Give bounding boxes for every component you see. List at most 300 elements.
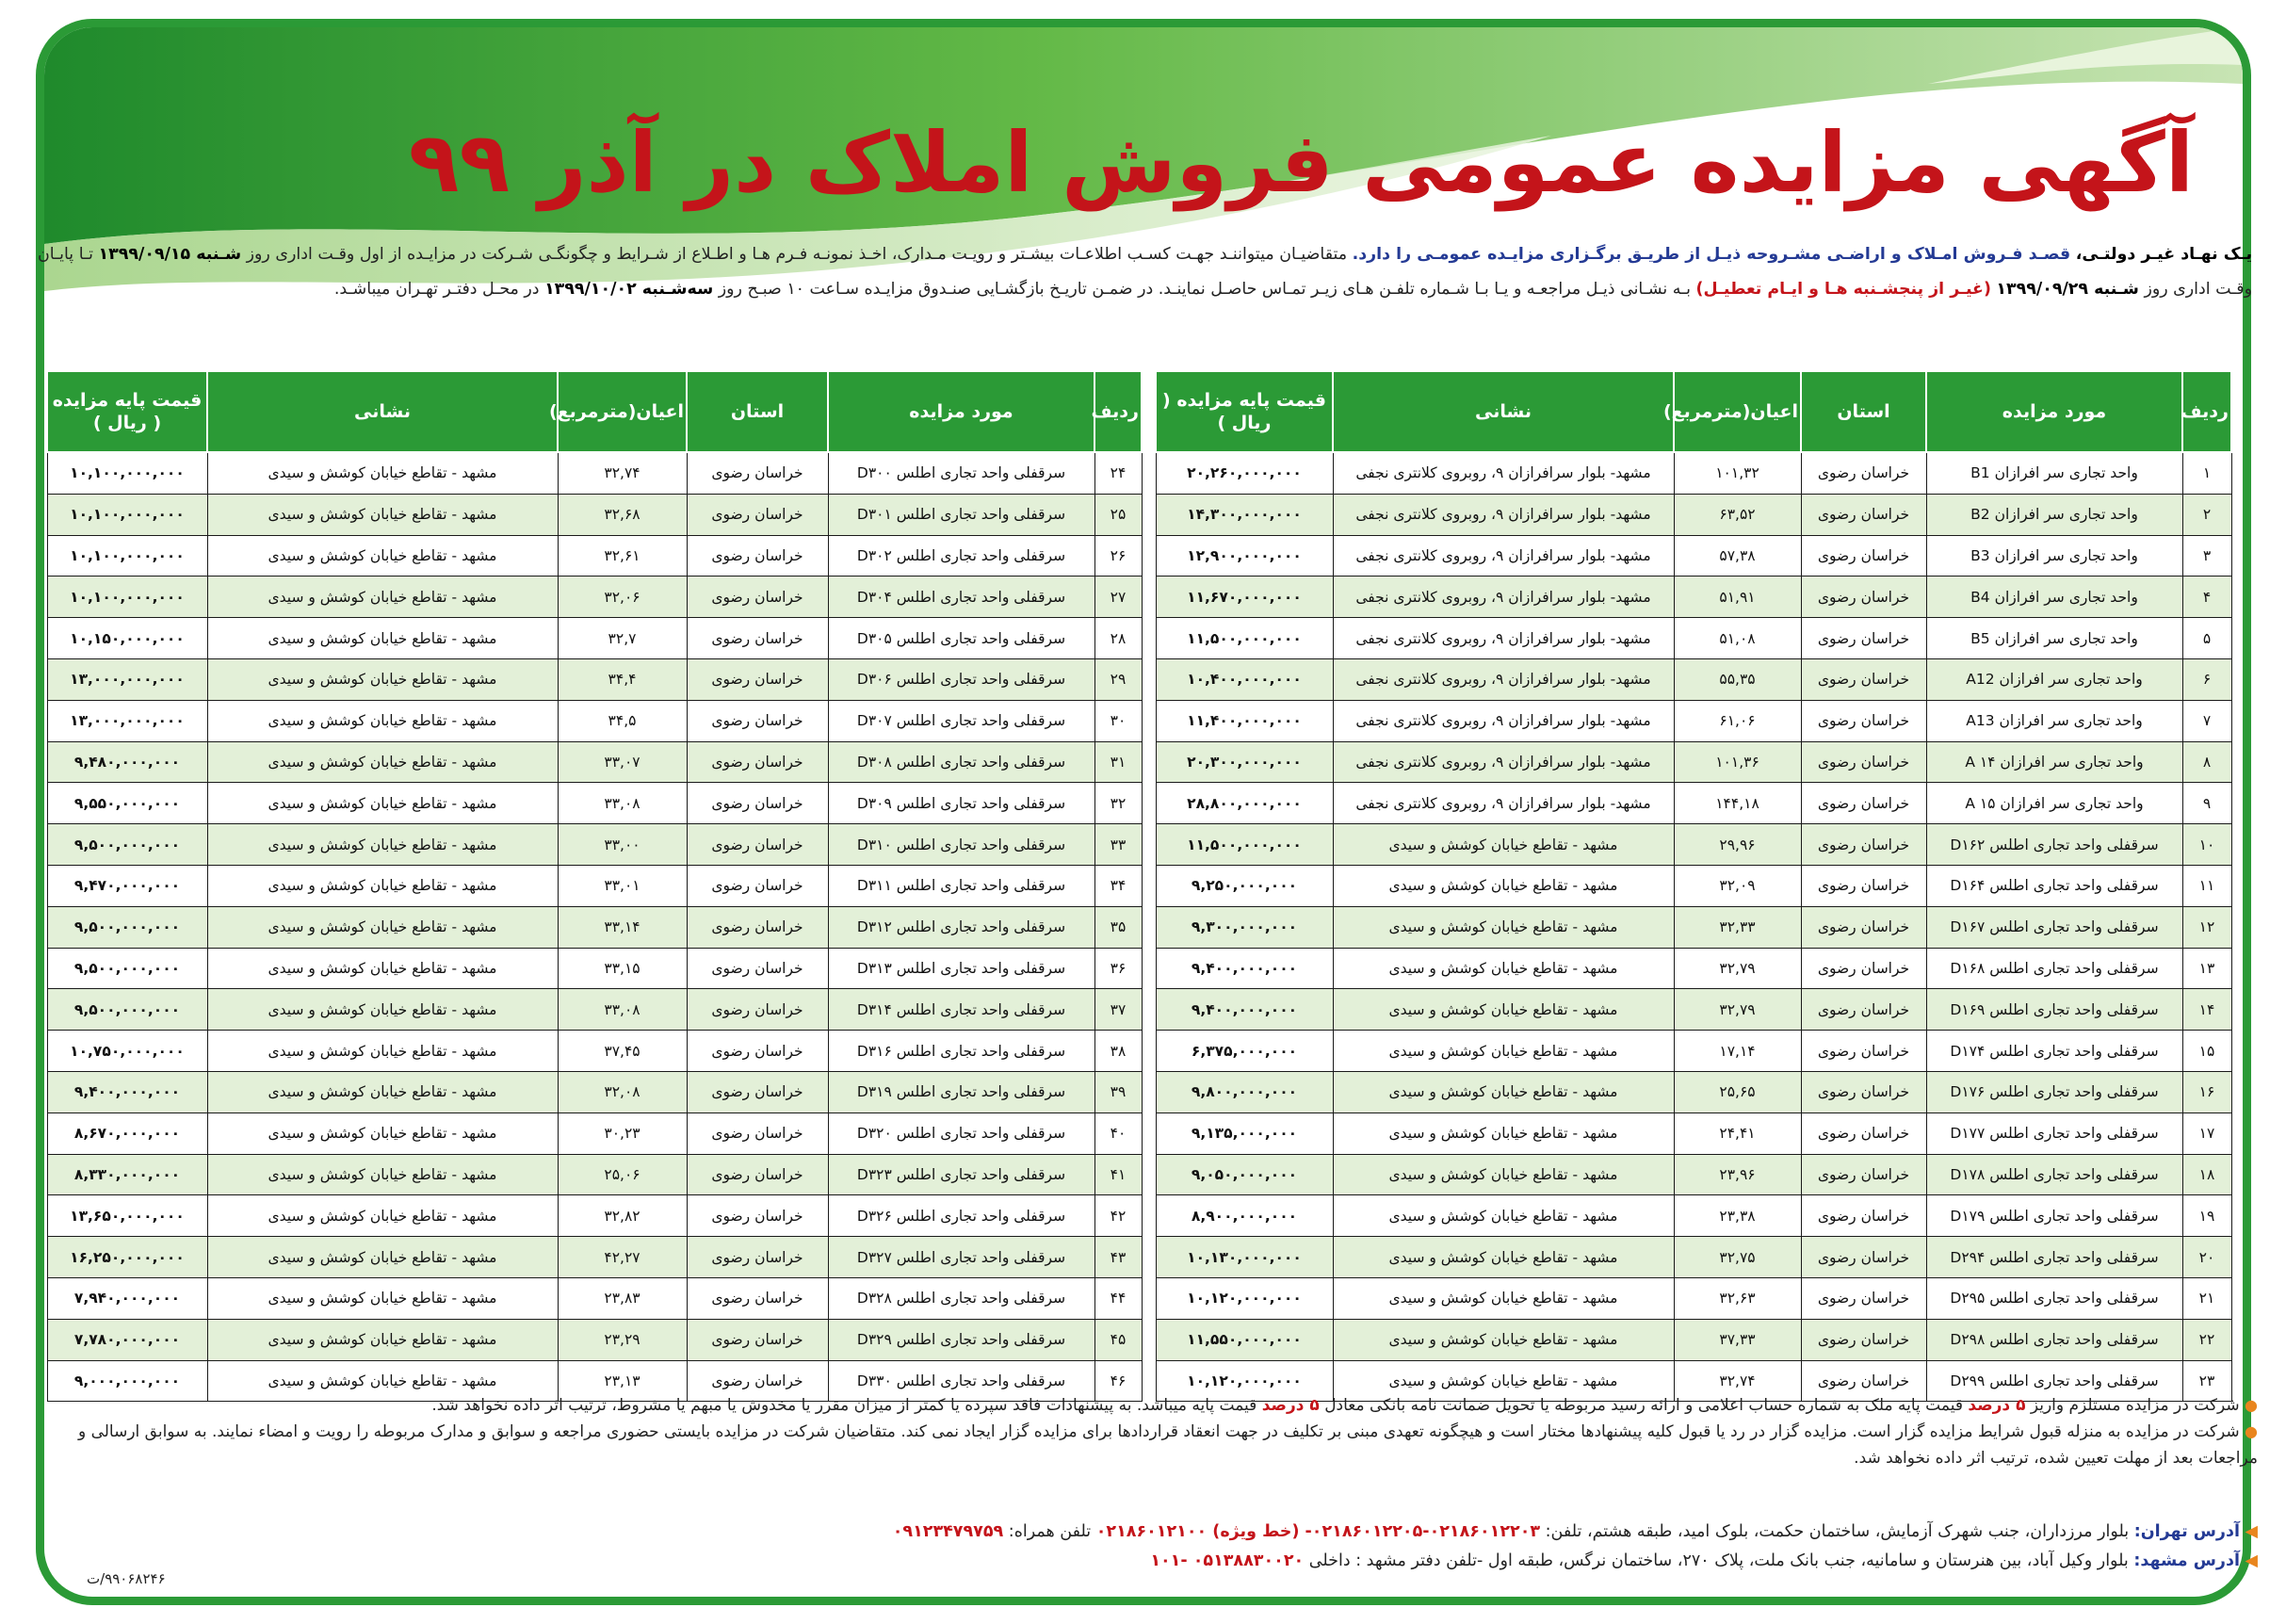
cell-area: ۴۲,۲۷	[558, 1237, 687, 1278]
cell-item: واحد تجاری سر افرازان B4	[1926, 577, 2182, 618]
cell-area: ۳۲,۸۲	[558, 1195, 687, 1237]
cell-area: ۶۱,۰۶	[1674, 700, 1801, 741]
intro-paragraph	[38, 237, 2252, 307]
cell-address: مشهد - تقاطع خیابان کوشش و سیدی	[1333, 948, 1674, 989]
cell-price: ۱۱,۵۰۰,۰۰۰,۰۰۰	[1156, 824, 1333, 866]
cell-province: خراسان رضوی	[1801, 824, 1926, 866]
intro-p8: بـه نشـانی ذیـل مراجعـه و یـا بـا شـماره تلفـن هـای زیـر تمـاس حاصـل نماینـد. در ضمـن تاریـخ بازگشـایی صنـدوق مزایـده سـاعت ۱۰ صبـح روز	[718, 280, 1691, 299]
cell-province: خراسان رضوی	[687, 741, 828, 783]
cell-province: خراسان رضوی	[1801, 700, 1926, 741]
cell-address: مشهد - تقاطع خیابان کوشش و سیدی	[1333, 1237, 1674, 1278]
cell-price: ۹,۳۰۰,۰۰۰,۰۰۰	[1156, 906, 1333, 948]
note-1	[38, 1392, 2258, 1419]
cell-item: سرقفلی واحد تجاری اطلس D۳۰۹	[828, 783, 1094, 824]
table-row	[1156, 577, 2231, 618]
cell-address: مشهد - تقاطع خیابان کوشش و سیدی	[1333, 1360, 1674, 1402]
cell-row-no: ۲۴	[1094, 452, 1142, 494]
note-1-b: ۵ درصد	[1968, 1396, 2026, 1415]
cell-address: مشهد- بلوار سرافرازان ۹، روبروی کلانتری نجفی	[1333, 452, 1674, 494]
tehran-mobile: ۰۹۱۲۳۴۷۹۷۵۹	[892, 1522, 1004, 1541]
cell-price: ۷,۷۸۰,۰۰۰,۰۰۰	[47, 1319, 207, 1360]
table-row	[1156, 865, 2231, 906]
table-body-right	[1156, 452, 2231, 1402]
cell-item: واحد تجاری سر افرازان B2	[1926, 494, 2182, 535]
table-row	[47, 948, 1142, 989]
table-row	[1156, 783, 2231, 824]
table-row	[47, 1237, 1142, 1278]
cell-area: ۳۳,۰۷	[558, 741, 687, 783]
tehran-label: آدرس تهران:	[2133, 1522, 2240, 1541]
cell-area: ۲۳,۹۶	[1674, 1154, 1801, 1195]
table-row	[47, 783, 1142, 824]
cell-item: واحد تجاری سر افرازان A ۱۵	[1926, 783, 2182, 824]
cell-item: سرقفلی واحد تجاری اطلس D۲۹۸	[1926, 1319, 2182, 1360]
cell-province: خراسان رضوی	[1801, 1154, 1926, 1195]
cell-item: واحد تجاری سر افرازان A ۱۴	[1926, 741, 2182, 783]
cell-area: ۳۳,۰۸	[558, 783, 687, 824]
table-row	[1156, 618, 2231, 659]
cell-province: خراسان رضوی	[687, 658, 828, 700]
cell-price: ۲۰,۲۶۰,۰۰۰,۰۰۰	[1156, 452, 1333, 494]
cell-row-no: ۱۶	[2182, 1071, 2231, 1112]
cell-row-no: ۴۴	[1094, 1277, 1142, 1319]
cell-price: ۱۱,۵۰۰,۰۰۰,۰۰۰	[1156, 618, 1333, 659]
cell-address: مشهد - تقاطع خیابان کوشش و سیدی	[207, 824, 558, 866]
cell-item: سرقفلی واحد تجاری اطلس D۱۶۴	[1926, 865, 2182, 906]
cell-row-no: ۲۰	[2182, 1237, 2231, 1278]
table-row	[47, 1195, 1142, 1237]
cell-province: خراسان رضوی	[1801, 948, 1926, 989]
cell-area: ۳۲,۷۹	[1674, 948, 1801, 989]
cell-price: ۱۱,۵۵۰,۰۰۰,۰۰۰	[1156, 1319, 1333, 1360]
cell-address: مشهد - تقاطع خیابان کوشش و سیدی	[207, 452, 558, 494]
cell-item: سرقفلی واحد تجاری اطلس D۱۷۹	[1926, 1195, 2182, 1237]
table-row	[1156, 906, 2231, 948]
cell-item: سرقفلی واحد تجاری اطلس D۲۹۴	[1926, 1237, 2182, 1278]
cell-address: مشهد - تقاطع خیابان کوشش و سیدی	[1333, 906, 1674, 948]
intro-exception: (غیـر از پنجشـنبه هـا و ایـام تعطیـل)	[1695, 280, 1991, 299]
cell-province: خراسان رضوی	[687, 1154, 828, 1195]
cell-area: ۳۲,۷۹	[1674, 989, 1801, 1031]
cell-row-no: ۱۰	[2182, 824, 2231, 866]
cell-area: ۱۰۱,۳۶	[1674, 741, 1801, 783]
table-row	[1156, 989, 2231, 1031]
cell-row-no: ۱۳	[2182, 948, 2231, 989]
header-row-no: ردیف	[1094, 371, 1142, 452]
cell-province: خراسان رضوی	[687, 535, 828, 577]
cell-item: سرقفلی واحد تجاری اطلس D۳۲۸	[828, 1277, 1094, 1319]
cell-area: ۳۳,۱۵	[558, 948, 687, 989]
cell-item: واحد تجاری سر افرازان B3	[1926, 535, 2182, 577]
cell-province: خراسان رضوی	[687, 1195, 828, 1237]
intro-p1: یـک نهـاد غیـر دولتـی،	[2075, 245, 2252, 264]
cell-price: ۹,۸۰۰,۰۰۰,۰۰۰	[1156, 1071, 1333, 1112]
note-2-text: شرکت در مزایده به منزله قبول شرایط مزایده گزار است. مزایده گزار در رد یا قبول کلیه پیشنهادها مختار است و هیچگونه تعهدی مبنی بر تکلیف در جهت انعقاد قراردادها برای مزایده گزار ایجاد نمی کند. متقاضیان شرکت در مزایده بایستی حضوری مراجعه و سوابق و مدارک مربوطه را رویت و امضاء نمایند.	[212, 1422, 2240, 1441]
cell-item: واحد تجاری سر افرازان B1	[1926, 452, 2182, 494]
cell-price: ۱۰,۱۳۰,۰۰۰,۰۰۰	[1156, 1237, 1333, 1278]
cell-row-no: ۳۰	[1094, 700, 1142, 741]
cell-item: سرقفلی واحد تجاری اطلس D۳۰۷	[828, 700, 1094, 741]
intro-p2: قصـد فـروش امـلاک و اراضـی مشـروحه ذیـل از طریـق برگـزاری مزایـده عمومـی را دارد.	[1352, 245, 2071, 264]
cell-price: ۹,۴۰۰,۰۰۰,۰۰۰	[1156, 948, 1333, 989]
cell-row-no: ۱	[2182, 452, 2231, 494]
table-row	[1156, 1237, 2231, 1278]
cell-price: ۱۶,۲۵۰,۰۰۰,۰۰۰	[47, 1237, 207, 1278]
cell-row-no: ۴۰	[1094, 1112, 1142, 1154]
table-row	[47, 906, 1142, 948]
cell-price: ۱۰,۱۰۰,۰۰۰,۰۰۰	[47, 452, 207, 494]
cell-area: ۳۲,۳۳	[1674, 906, 1801, 948]
table-row	[1156, 741, 2231, 783]
cell-item: سرقفلی واحد تجاری اطلس D۳۲۰	[828, 1112, 1094, 1154]
cell-item: سرقفلی واحد تجاری اطلس D۱۷۷	[1926, 1112, 2182, 1154]
cell-row-no: ۱۹	[2182, 1195, 2231, 1237]
cell-address: مشهد - تقاطع خیابان کوشش و سیدی	[207, 535, 558, 577]
cell-province: خراسان رضوی	[1801, 618, 1926, 659]
cell-province: خراسان رضوی	[1801, 989, 1926, 1031]
cell-price: ۹,۵۰۰,۰۰۰,۰۰۰	[47, 948, 207, 989]
header-row-no: ردیف	[2182, 371, 2231, 452]
cell-area: ۱۰۱,۳۲	[1674, 452, 1801, 494]
table-row	[1156, 1031, 2231, 1072]
cell-area: ۲۹,۹۶	[1674, 824, 1801, 866]
cell-area: ۳۴,۵	[558, 700, 687, 741]
table-header-row	[47, 371, 1142, 452]
cell-price: ۱۰,۱۵۰,۰۰۰,۰۰۰	[47, 618, 207, 659]
mashhad-address	[38, 1547, 2258, 1576]
table-row	[47, 494, 1142, 535]
intro-p10: در محـل دفتـر تهـران میباشـد.	[333, 280, 540, 299]
cell-row-no: ۱۸	[2182, 1154, 2231, 1195]
cell-address: مشهد - تقاطع خیابان کوشش و سیدی	[1333, 865, 1674, 906]
cell-province: خراسان رضوی	[1801, 658, 1926, 700]
cell-area: ۳۲,۶۱	[558, 535, 687, 577]
cell-row-no: ۱۱	[2182, 865, 2231, 906]
cell-province: خراسان رضوی	[1801, 1277, 1926, 1319]
cell-province: خراسان رضوی	[687, 989, 828, 1031]
cell-item: سرقفلی واحد تجاری اطلس D۳۱۹	[828, 1071, 1094, 1112]
cell-item: سرقفلی واحد تجاری اطلس D۳۱۶	[828, 1031, 1094, 1072]
cell-row-no: ۲	[2182, 494, 2231, 535]
bullet-icon: ●	[2245, 1396, 2258, 1414]
cell-row-no: ۱۵	[2182, 1031, 2231, 1072]
tehran-mobile-label: تلفن همراه:	[1008, 1522, 1092, 1541]
cell-row-no: ۲۵	[1094, 494, 1142, 535]
cell-address: مشهد - تقاطع خیابان کوشش و سیدی	[207, 989, 558, 1031]
cell-price: ۸,۹۰۰,۰۰۰,۰۰۰	[1156, 1195, 1333, 1237]
cell-row-no: ۴	[2182, 577, 2231, 618]
tehran-phones: ۰۲۱۸۶۰۱۲۱۰۰ (خط ویژه) -۰۲۱۸۶۰۱۲۲۰۳-۰۲۱۸۶۰۱۲۲۰۵	[1095, 1522, 1541, 1541]
cell-price: ۱۳,۰۰۰,۰۰۰,۰۰۰	[47, 700, 207, 741]
cell-province: خراسان رضوی	[687, 494, 828, 535]
cell-area: ۲۳,۸۳	[558, 1277, 687, 1319]
cell-area: ۳۲,۶۸	[558, 494, 687, 535]
cell-address: مشهد - تقاطع خیابان کوشش و سیدی	[207, 618, 558, 659]
triangle-icon: ◀	[2245, 1522, 2258, 1541]
header-price: قیمت پایه مزایده ( ریال )	[47, 371, 207, 452]
cell-province: خراسان رضوی	[687, 1031, 828, 1072]
cell-item: سرقفلی واحد تجاری اطلس D۱۷۴	[1926, 1031, 2182, 1072]
cell-address: مشهد - تقاطع خیابان کوشش و سیدی	[207, 1277, 558, 1319]
cell-province: خراسان رضوی	[1801, 1112, 1926, 1154]
cell-province: خراسان رضوی	[1801, 741, 1926, 783]
cell-area: ۲۳,۲۹	[558, 1319, 687, 1360]
cell-province: خراسان رضوی	[687, 1071, 828, 1112]
cell-row-no: ۲۸	[1094, 618, 1142, 659]
cell-area: ۲۳,۳۸	[1674, 1195, 1801, 1237]
cell-address: مشهد - تقاطع خیابان کوشش و سیدی	[1333, 1112, 1674, 1154]
cell-province: خراسان رضوی	[687, 906, 828, 948]
cell-row-no: ۵	[2182, 618, 2231, 659]
cell-area: ۲۳,۱۳	[558, 1360, 687, 1402]
cell-row-no: ۴۵	[1094, 1319, 1142, 1360]
cell-address: مشهد - تقاطع خیابان کوشش و سیدی	[207, 1112, 558, 1154]
cell-price: ۸,۳۳۰,۰۰۰,۰۰۰	[47, 1154, 207, 1195]
header-area: اعیان(مترمربع)	[1674, 371, 1801, 452]
cell-address: مشهد- بلوار سرافرازان ۹، روبروی کلانتری نجفی	[1333, 618, 1674, 659]
cell-price: ۹,۴۸۰,۰۰۰,۰۰۰	[47, 741, 207, 783]
header-province: استان	[1801, 371, 1926, 452]
cell-item: سرقفلی واحد تجاری اطلس D۳۲۹	[828, 1319, 1094, 1360]
cell-province: خراسان رضوی	[687, 1237, 828, 1278]
cell-row-no: ۳۱	[1094, 741, 1142, 783]
cell-address: مشهد- بلوار سرافرازان ۹، روبروی کلانتری نجفی	[1333, 700, 1674, 741]
table-row	[1156, 535, 2231, 577]
cell-area: ۲۵,۶۵	[1674, 1071, 1801, 1112]
cell-item: سرقفلی واحد تجاری اطلس D۳۲۳	[828, 1154, 1094, 1195]
intro-p3: متقاضیـان میتواننـد جهـت کسـب اطلاعـات بیشـتر و رویـت مـدارک، اخـذ نمونـه فـرم هـا و اطـلاع از شـرایط و چگونگـی شـرکت در مزایـده از اول وقـت اداری روز	[246, 245, 1348, 264]
header-area: اعیان(مترمربع)	[558, 371, 687, 452]
cell-row-no: ۲۲	[2182, 1319, 2231, 1360]
cell-address: مشهد - تقاطع خیابان کوشش و سیدی	[207, 494, 558, 535]
cell-row-no: ۳۹	[1094, 1071, 1142, 1112]
cell-area: ۵۱,۹۱	[1674, 577, 1801, 618]
cell-item: سرقفلی واحد تجاری اطلس D۲۹۹	[1926, 1360, 2182, 1402]
cell-row-no: ۳	[2182, 535, 2231, 577]
table-row	[47, 989, 1142, 1031]
cell-province: خراسان رضوی	[1801, 1031, 1926, 1072]
table-row	[1156, 1319, 2231, 1360]
table-row	[1156, 1112, 2231, 1154]
intro-opening-date: سه‌شـنبه ۱۳۹۹/۱۰/۰۲	[544, 280, 714, 299]
cell-province: خراسان رضوی	[1801, 494, 1926, 535]
mashhad-text: بلوار وکیل آباد، بین هنرستان و سامانیه، جنب بانک ملت، پلاک ۲۷۰، ساختمان نرگس، طبقه اول -تلفن دفتر مشهد : داخلی	[1308, 1551, 2129, 1570]
cell-item: سرقفلی واحد تجاری اطلس D۳۲۷	[828, 1237, 1094, 1278]
cell-province: خراسان رضوی	[1801, 1360, 1926, 1402]
cell-row-no: ۸	[2182, 741, 2231, 783]
cell-price: ۹,۴۰۰,۰۰۰,۰۰۰	[47, 1071, 207, 1112]
note-1-e: قیمت پایه میباشد. به پیشنهادات فاقد سپرده یا کمتر از میزان مقرر یا مخدوش یا مبهم یا مشروط، ترتیب اثر داده نخواهد شد.	[431, 1396, 1257, 1415]
tehran-address	[38, 1518, 2258, 1547]
note-1-c: قیمت پایه ملک به شماره حساب اعلامی و ارائه رسید مربوطه یا تحویل ضمانت نامه بانکی معادل	[1324, 1396, 1963, 1415]
table-row	[47, 1319, 1142, 1360]
table-row	[1156, 824, 2231, 866]
cell-row-no: ۳۲	[1094, 783, 1142, 824]
cell-province: خراسان رضوی	[1801, 452, 1926, 494]
cell-item: واحد تجاری سر افرازان B5	[1926, 618, 2182, 659]
auction-table-left	[46, 370, 1143, 1402]
cell-province: خراسان رضوی	[1801, 1195, 1926, 1237]
cell-price: ۱۲,۹۰۰,۰۰۰,۰۰۰	[1156, 535, 1333, 577]
cell-row-no: ۴۲	[1094, 1195, 1142, 1237]
cell-row-no: ۳۸	[1094, 1031, 1142, 1072]
cell-item: سرقفلی واحد تجاری اطلس D۳۰۸	[828, 741, 1094, 783]
cell-address: مشهد- بلوار سرافرازان ۹، روبروی کلانتری نجفی	[1333, 577, 1674, 618]
cell-province: خراسان رضوی	[687, 452, 828, 494]
cell-item: سرقفلی واحد تجاری اطلس D۳۱۲	[828, 906, 1094, 948]
table-row	[47, 741, 1142, 783]
cell-province: خراسان رضوی	[1801, 1071, 1926, 1112]
cell-item: سرقفلی واحد تجاری اطلس D۳۲۶	[828, 1195, 1094, 1237]
cell-price: ۹,۱۳۵,۰۰۰,۰۰۰	[1156, 1112, 1333, 1154]
cell-row-no: ۹	[2182, 783, 2231, 824]
cell-address: مشهد - تقاطع خیابان کوشش و سیدی	[207, 948, 558, 989]
cell-price: ۹,۴۷۰,۰۰۰,۰۰۰	[47, 865, 207, 906]
cell-address: مشهد - تقاطع خیابان کوشش و سیدی	[207, 1154, 558, 1195]
cell-address: مشهد - تقاطع خیابان کوشش و سیدی	[1333, 1195, 1674, 1237]
table-row	[1156, 948, 2231, 989]
cell-address: مشهد - تقاطع خیابان کوشش و سیدی	[1333, 1031, 1674, 1072]
cell-province: خراسان رضوی	[687, 1277, 828, 1319]
cell-address: مشهد- بلوار سرافرازان ۹، روبروی کلانتری نجفی	[1333, 741, 1674, 783]
cell-row-no: ۱۴	[2182, 989, 2231, 1031]
cell-price: ۱۳,۰۰۰,۰۰۰,۰۰۰	[47, 658, 207, 700]
table-row	[47, 1112, 1142, 1154]
table-row	[47, 577, 1142, 618]
mashhad-label: آدرس مشهد:	[2133, 1551, 2240, 1570]
table-row	[47, 618, 1142, 659]
note-3-text: به سوابق ارسالی و مراجعات بعد از مهلت تعیین شده، ترتیب اثر داده نخواهد شد.	[77, 1422, 2258, 1468]
cell-area: ۳۷,۳۳	[1674, 1319, 1801, 1360]
cell-item: سرقفلی واحد تجاری اطلس D۲۹۵	[1926, 1277, 2182, 1319]
table-row	[1156, 494, 2231, 535]
cell-address: مشهد - تقاطع خیابان کوشش و سیدی	[207, 1237, 558, 1278]
cell-price: ۱۱,۴۰۰,۰۰۰,۰۰۰	[1156, 700, 1333, 741]
table-row	[47, 700, 1142, 741]
cell-area: ۳۷,۴۵	[558, 1031, 687, 1072]
table-row	[47, 1277, 1142, 1319]
cell-item: سرقفلی واحد تجاری اطلس D۱۶۲	[1926, 824, 2182, 866]
cell-row-no: ۲۹	[1094, 658, 1142, 700]
cell-province: خراسان رضوی	[1801, 535, 1926, 577]
cell-price: ۱۰,۱۰۰,۰۰۰,۰۰۰	[47, 577, 207, 618]
cell-address: مشهد- بلوار سرافرازان ۹، روبروی کلانتری نجفی	[1333, 494, 1674, 535]
cell-area: ۳۳,۰۰	[558, 824, 687, 866]
cell-area: ۲۵,۰۶	[558, 1154, 687, 1195]
cell-address: مشهد - تقاطع خیابان کوشش و سیدی	[207, 1360, 558, 1402]
cell-area: ۵۷,۳۸	[1674, 535, 1801, 577]
cell-address: مشهد - تقاطع خیابان کوشش و سیدی	[207, 700, 558, 741]
table-row	[1156, 658, 2231, 700]
cell-address: مشهد - تقاطع خیابان کوشش و سیدی	[1333, 824, 1674, 866]
cell-row-no: ۲۱	[2182, 1277, 2231, 1319]
cell-row-no: ۶	[2182, 658, 2231, 700]
cell-area: ۳۰,۲۳	[558, 1112, 687, 1154]
cell-area: ۳۲,۷	[558, 618, 687, 659]
cell-province: خراسان رضوی	[1801, 906, 1926, 948]
cell-area: ۳۳,۱۴	[558, 906, 687, 948]
cell-price: ۸,۶۷۰,۰۰۰,۰۰۰	[47, 1112, 207, 1154]
cell-item: سرقفلی واحد تجاری اطلس D۱۶۷	[1926, 906, 2182, 948]
mashhad-phone: ۱۰۱- ۰۵۱۳۸۸۳۰۰۲۰	[1150, 1551, 1305, 1570]
cell-row-no: ۴۶	[1094, 1360, 1142, 1402]
cell-price: ۱۳,۶۵۰,۰۰۰,۰۰۰	[47, 1195, 207, 1237]
table-header-row	[1156, 371, 2231, 452]
cell-area: ۳۳,۰۸	[558, 989, 687, 1031]
cell-address: مشهد - تقاطع خیابان کوشش و سیدی	[207, 1319, 558, 1360]
table-row	[47, 535, 1142, 577]
cell-item: سرقفلی واحد تجاری اطلس D۳۱۱	[828, 865, 1094, 906]
cell-address: مشهد - تقاطع خیابان کوشش و سیدی	[207, 741, 558, 783]
cell-address: مشهد- بلوار سرافرازان ۹، روبروی کلانتری نجفی	[1333, 783, 1674, 824]
cell-area: ۳۲,۰۹	[1674, 865, 1801, 906]
table-row	[47, 1031, 1142, 1072]
ad-title: آگهی مزایده عمومی فروش املاک در آذر ۹۹	[408, 114, 2194, 211]
cell-area: ۳۴,۴	[558, 658, 687, 700]
header-province: استان	[687, 371, 828, 452]
cell-item: سرقفلی واحد تجاری اطلس D۳۱۳	[828, 948, 1094, 989]
cell-price: ۲۰,۳۰۰,۰۰۰,۰۰۰	[1156, 741, 1333, 783]
cell-price: ۹,۴۰۰,۰۰۰,۰۰۰	[1156, 989, 1333, 1031]
cell-address: مشهد - تقاطع خیابان کوشش و سیدی	[1333, 989, 1674, 1031]
cell-province: خراسان رضوی	[687, 783, 828, 824]
cell-price: ۹,۵۰۰,۰۰۰,۰۰۰	[47, 989, 207, 1031]
cell-area: ۳۲,۷۵	[1674, 1237, 1801, 1278]
auction-table-right	[1155, 370, 2232, 1402]
cell-item: سرقفلی واحد تجاری اطلس D۳۰۴	[828, 577, 1094, 618]
terms-notes	[38, 1392, 2258, 1471]
cell-province: خراسان رضوی	[1801, 783, 1926, 824]
header-item: مورد مزایده	[828, 371, 1094, 452]
note-1-d: ۵ درصد	[1261, 1396, 1320, 1415]
cell-row-no: ۷	[2182, 700, 2231, 741]
cell-item: سرقفلی واحد تجاری اطلس D۳۰۱	[828, 494, 1094, 535]
cell-item: سرقفلی واحد تجاری اطلس D۳۰۵	[828, 618, 1094, 659]
cell-province: خراسان رضوی	[687, 1360, 828, 1402]
cell-province: خراسان رضوی	[687, 700, 828, 741]
header-price: قیمت پایه مزایده ( ریال )	[1156, 371, 1333, 452]
header-address: نشانی	[1333, 371, 1674, 452]
table-row	[1156, 1277, 2231, 1319]
cell-area: ۳۲,۰۸	[558, 1071, 687, 1112]
cell-province: خراسان رضوی	[687, 1319, 828, 1360]
cell-item: سرقفلی واحد تجاری اطلس D۳۱۰	[828, 824, 1094, 866]
cell-price: ۹,۵۰۰,۰۰۰,۰۰۰	[47, 824, 207, 866]
header-address: نشانی	[207, 371, 558, 452]
cell-item: واحد تجاری سر افرازان A13	[1926, 700, 2182, 741]
cell-address: مشهد - تقاطع خیابان کوشش و سیدی	[1333, 1277, 1674, 1319]
cell-area: ۳۲,۷۴	[558, 452, 687, 494]
cell-area: ۶۳,۵۲	[1674, 494, 1801, 535]
table-row	[1156, 1071, 2231, 1112]
cell-price: ۲۸,۸۰۰,۰۰۰,۰۰۰	[1156, 783, 1333, 824]
cell-item: سرقفلی واحد تجاری اطلس D۳۰۲	[828, 535, 1094, 577]
cell-province: خراسان رضوی	[1801, 1237, 1926, 1278]
cell-price: ۱۰,۴۰۰,۰۰۰,۰۰۰	[1156, 658, 1333, 700]
cell-item: واحد تجاری سر افرازان A12	[1926, 658, 2182, 700]
cell-item: سرقفلی واحد تجاری اطلس D۱۶۹	[1926, 989, 2182, 1031]
cell-row-no: ۲۳	[2182, 1360, 2231, 1402]
cell-province: خراسان رضوی	[1801, 865, 1926, 906]
cell-price: ۹,۵۵۰,۰۰۰,۰۰۰	[47, 783, 207, 824]
cell-row-no: ۲۷	[1094, 577, 1142, 618]
cell-province: خراسان رضوی	[687, 865, 828, 906]
cell-province: خراسان رضوی	[687, 618, 828, 659]
cell-price: ۹,۰۵۰,۰۰۰,۰۰۰	[1156, 1154, 1333, 1195]
cell-area: ۲۴,۴۱	[1674, 1112, 1801, 1154]
tehran-text: بلوار مرزداران، جنب شهرک آزمایش، ساختمان حکمت، بلوک امید، طبقه هشتم، تلفن:	[1545, 1522, 2130, 1541]
cell-area: ۳۳,۰۱	[558, 865, 687, 906]
